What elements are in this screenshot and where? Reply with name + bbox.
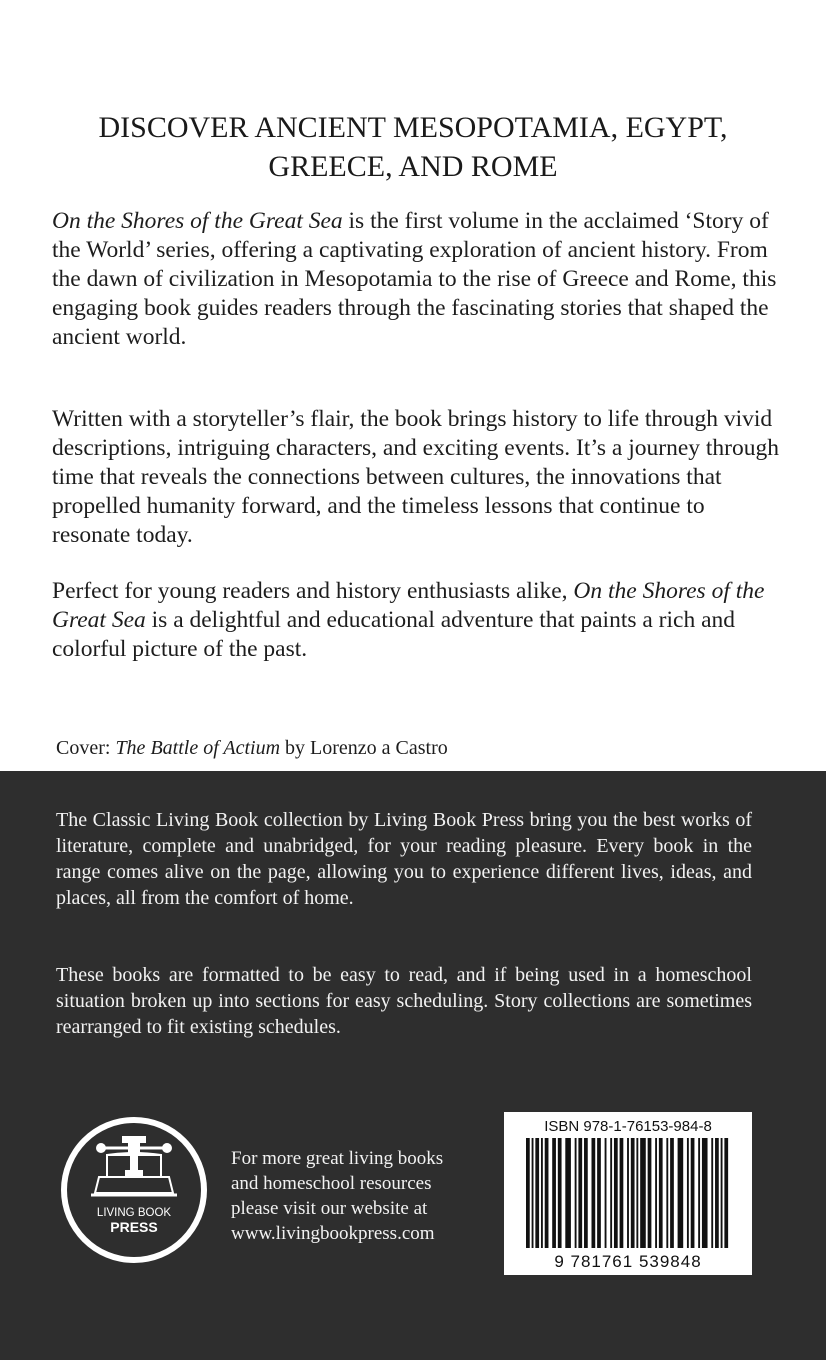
book-title-italic-2: On the Shores of the Great Sea: [52, 578, 765, 633]
barcode-bar: [670, 1138, 674, 1248]
description-paragraph-3: [52, 577, 782, 664]
heading-line-1: DISCOVER ANCIENT MESOPOTAMIA, EGYPT,: [98, 111, 728, 144]
promo-line-1: For more great living books: [231, 1148, 444, 1169]
barcode-bar: [605, 1138, 607, 1248]
barcode-bar: [610, 1138, 612, 1248]
description-paragraph-1: [52, 207, 782, 352]
barcode-bar: [698, 1138, 700, 1248]
collection-paragraph-1: The Classic Living Book collection by Living Book Press bring you the best works of literature, complete and unabridged, for your reading pleasure. Every book in the range comes alive on the page, allowing you to experience different lives, ideas, and places, all from the comfort of home.: [56, 809, 752, 909]
barcode-bar: [627, 1138, 629, 1248]
barcode-bar: [648, 1138, 652, 1248]
book-title-italic: On the Shores of the Great Sea: [52, 208, 343, 234]
promo-line-3: please visit our website at: [231, 1198, 428, 1219]
barcode-bar: [614, 1138, 618, 1248]
barcode-bar: [592, 1138, 596, 1248]
barcode-bar: [575, 1138, 577, 1248]
barcode-bar: [666, 1138, 668, 1248]
heading-line-2: GREECE, AND ROME: [268, 150, 558, 183]
cover-painting-title: The Battle of Actium: [115, 737, 281, 759]
isbn-barcode: [504, 1112, 752, 1275]
barcode-bar: [545, 1138, 549, 1248]
barcode-bar: [597, 1138, 601, 1248]
collection-paragraph-2: These books are formatted to be easy to read, and if being used in a homeschool situation broken up into sections for easy scheduling. Story collections are sometimes rearranged to fit existing schedules.: [56, 964, 752, 1038]
barcode-digits: 9 781761 539848: [554, 1252, 702, 1270]
barcode-bar: [659, 1138, 663, 1248]
logo-text-line-1: LIVING BOOK: [96, 1207, 172, 1219]
barcode-bar: [532, 1138, 534, 1248]
barcode-bar: [724, 1138, 728, 1248]
barcode-bar: [691, 1138, 695, 1248]
paragraph-3-before: Perfect for young readers and history enthusiasts alike,: [52, 578, 574, 604]
cover-credit: [56, 734, 448, 762]
barcode-bar: [620, 1138, 624, 1248]
barcode-bar: [678, 1138, 684, 1248]
barcode-bar: [584, 1138, 588, 1248]
description-paragraph-2: Written with a storyteller’s flair, the book brings history to life through vivid descriptions, intriguing characters, and exciting events. It’s a journey through time that reveals the connections between cultures, the innovations that propelled humanity forward, and the timeless lessons that continue to resonate today.: [52, 406, 779, 548]
back-cover-heading: [40, 108, 786, 186]
bottom-panel: [0, 771, 826, 1360]
promo-line-2: and homeschool resources: [231, 1173, 432, 1194]
living-book-press-logo: [59, 1115, 209, 1265]
barcode-bar: [631, 1138, 635, 1248]
barcode-bar: [721, 1138, 723, 1248]
website-promo: [231, 1146, 473, 1246]
barcode-bar: [687, 1138, 689, 1248]
paragraph-1-text: is the first volume in the acclaimed ‘Story of the World’ series, offering a captivating exploration of ancient history. From the dawn of civilization in Mesopotamia to the rise of Greece and Rome, this engaging book guides readers through the fascinating stories that shaped the ancient world.: [52, 208, 777, 350]
barcode-bar: [535, 1138, 539, 1248]
isbn-label: ISBN 978-1-76153-984-8: [544, 1118, 712, 1135]
barcode-bar: [715, 1138, 719, 1248]
cover-artist: by Lorenzo a Castro: [280, 737, 448, 759]
barcode-bar: [636, 1138, 638, 1248]
website-link[interactable]: www.livingbookpress.com: [231, 1223, 435, 1244]
barcode-bar: [552, 1138, 556, 1248]
barcode-bar: [655, 1138, 657, 1248]
barcode-bar: [711, 1138, 713, 1248]
barcode-bar: [526, 1138, 530, 1248]
cover-label: Cover:: [56, 737, 116, 759]
barcode-bar: [541, 1138, 543, 1248]
logo-text-line-2: PRESS: [110, 1219, 158, 1235]
barcode-bar: [558, 1138, 562, 1248]
barcode-bar: [702, 1138, 708, 1248]
paragraph-3-after: is a delightful and educational adventure that paints a rich and colorful picture of the past.: [52, 607, 736, 662]
barcode-bar: [565, 1138, 571, 1248]
barcode-bar: [578, 1138, 582, 1248]
barcode-bars: [512, 1138, 744, 1270]
barcode-bar: [640, 1138, 646, 1248]
